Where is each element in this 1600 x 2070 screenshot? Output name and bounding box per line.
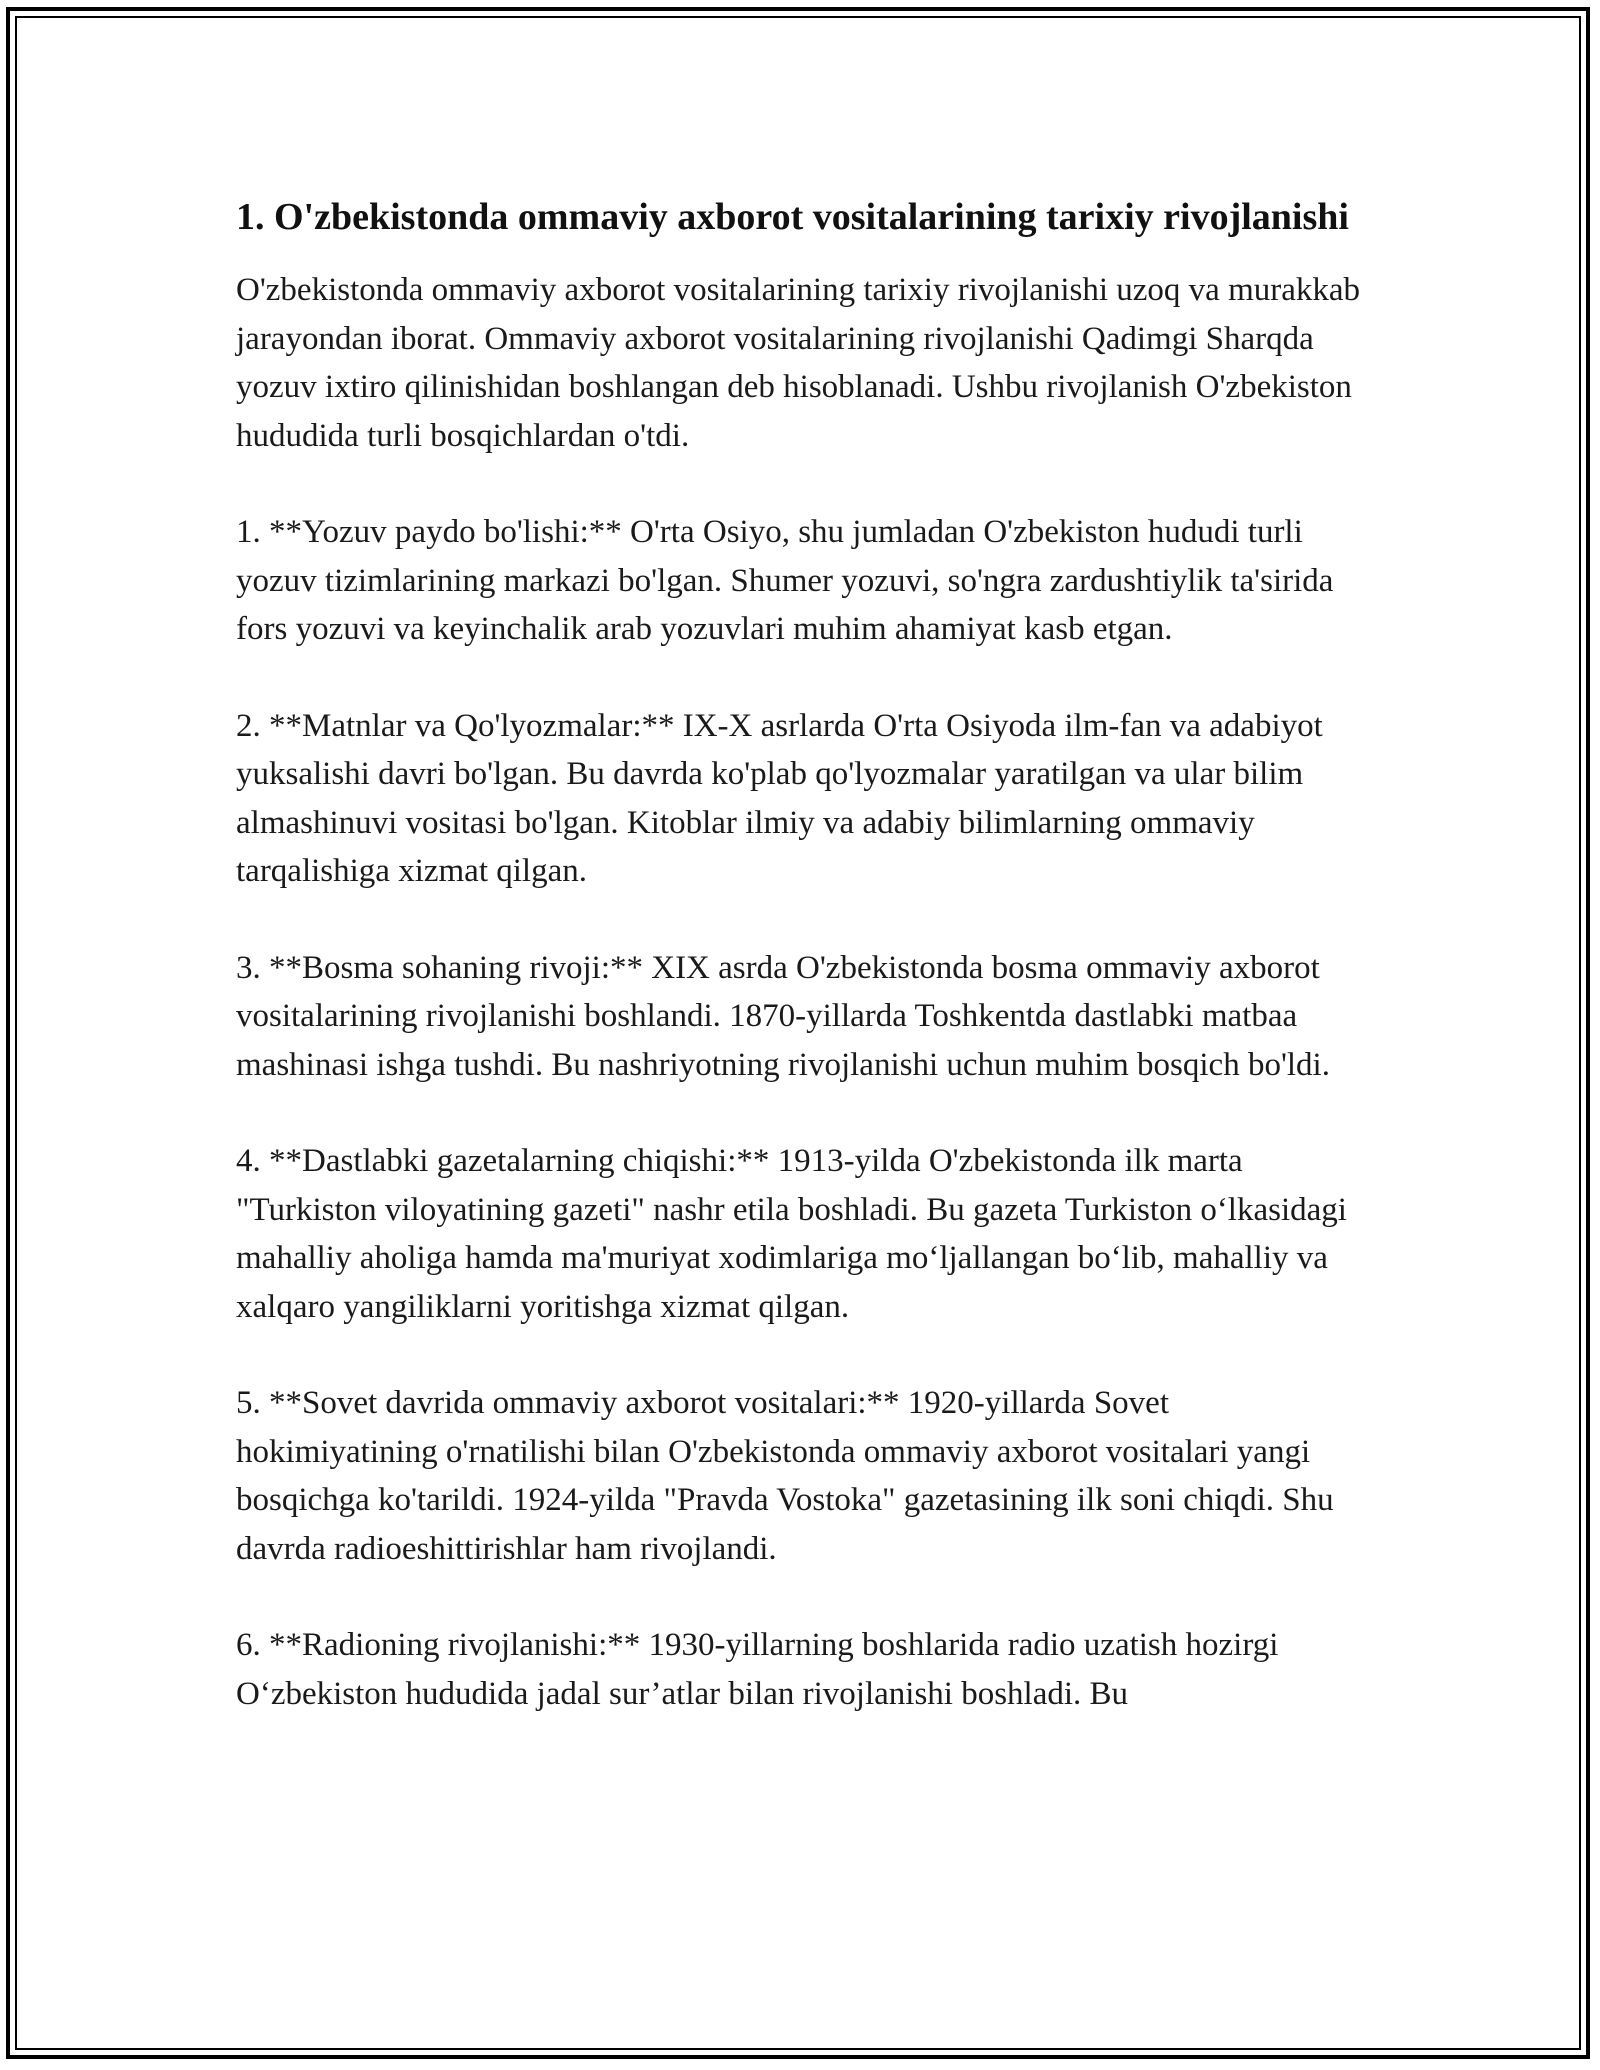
paragraph-radio: 6. **Radioning rivojlanishi:** 1930-yillarning boshlarida radio uzatish hozirgi O‘zbekiston hududida jadal sur’atlar bilan rivojlanishi boshladi. Bu: [236, 1627, 1287, 1712]
intro-paragraph: O'zbekistonda ommaviy axborot vositalarining tarixiy rivojlanishi uzoq va murakkab jarayondan iborat. Ommaviy axborot vositalarining rivojlanishi Qadimgi Sharqda yozuv ixtiro qilinishidan boshlangan deb hisoblanadi. Ushbu rivojlanish O'zbekiston hududida turli bosqichlardan o'tdi.: [236, 272, 1369, 454]
paragraph-first-newspapers: 4. **Dastlabki gazetalarning chiqishi:** 1913-yilda O'zbekistonda ilk marta "Turkiston viloyatining gazeti" nashr etila boshladi. Bu gazeta Turkiston o‘lkasidagi mahalliy aholiga hamda ma'muriyat xodimlariga mo‘ljallangan bo‘lib, mahalliy va xalqaro yangiliklarni yoritishga xizmat qilgan.: [236, 1143, 1356, 1325]
paragraph-print-industry: 3. **Bosma sohaning rivoji:** XIX asrda O'zbekistonda bosma ommaviy axborot vositalarining rivojlanishi boshlandi. 1870-yillarda Toshkentda dastlabki matbaa mashinasi ishga tushdi. Bu nashriyotning rivojlanishi uchun muhim bosqich bo'ldi.: [236, 949, 1330, 1083]
paragraph-writing-origin: 1. **Yozuv paydo bo'lishi:** O'rta Osiyo, shu jumladan O'zbekiston hududi turli yozuv tizimlarining markazi bo'lgan. Shumer yozuvi, so'ngra zardushtiylik ta'sirida fors yozuvi va keyinchalik arab yozuvlari muhim ahamiyat kasb etgan.: [236, 514, 1342, 647]
paragraph-soviet-media: 5. **Sovet davrida ommaviy axborot vositalari:** 1920-yillarda Sovet hokimiyatining o'rnatilishi bilan O'zbekistonda ommaviy axborot vositalari yangi bosqichga ko'tarildi. 1924-yilda "Pravda Vostoka" gazetasining ilk soni chiqdi. Shu davrda radioeshittirishlar ham rivojlandi.: [236, 1385, 1342, 1567]
paragraph-manuscripts: 2. **Matnlar va Qo'lyozmalar:** IX-X asrlarda O'rta Osiyoda ilm-fan va adabiyot yuksalishi davri bo'lgan. Bu davrda ko'plab qo'lyozmalar yaratilgan va ular bilim almashinuvi vositasi bo'lgan. Kitoblar ilmiy va adabiy bilimlarning ommaviy tarqalishiga xizmat qilgan.: [236, 707, 1332, 889]
document-title: 1. O'zbekistonda ommaviy axborot vositalarining tarixiy rivojlanishi: [236, 196, 1349, 238]
document-body: [236, 190, 1369, 1766]
